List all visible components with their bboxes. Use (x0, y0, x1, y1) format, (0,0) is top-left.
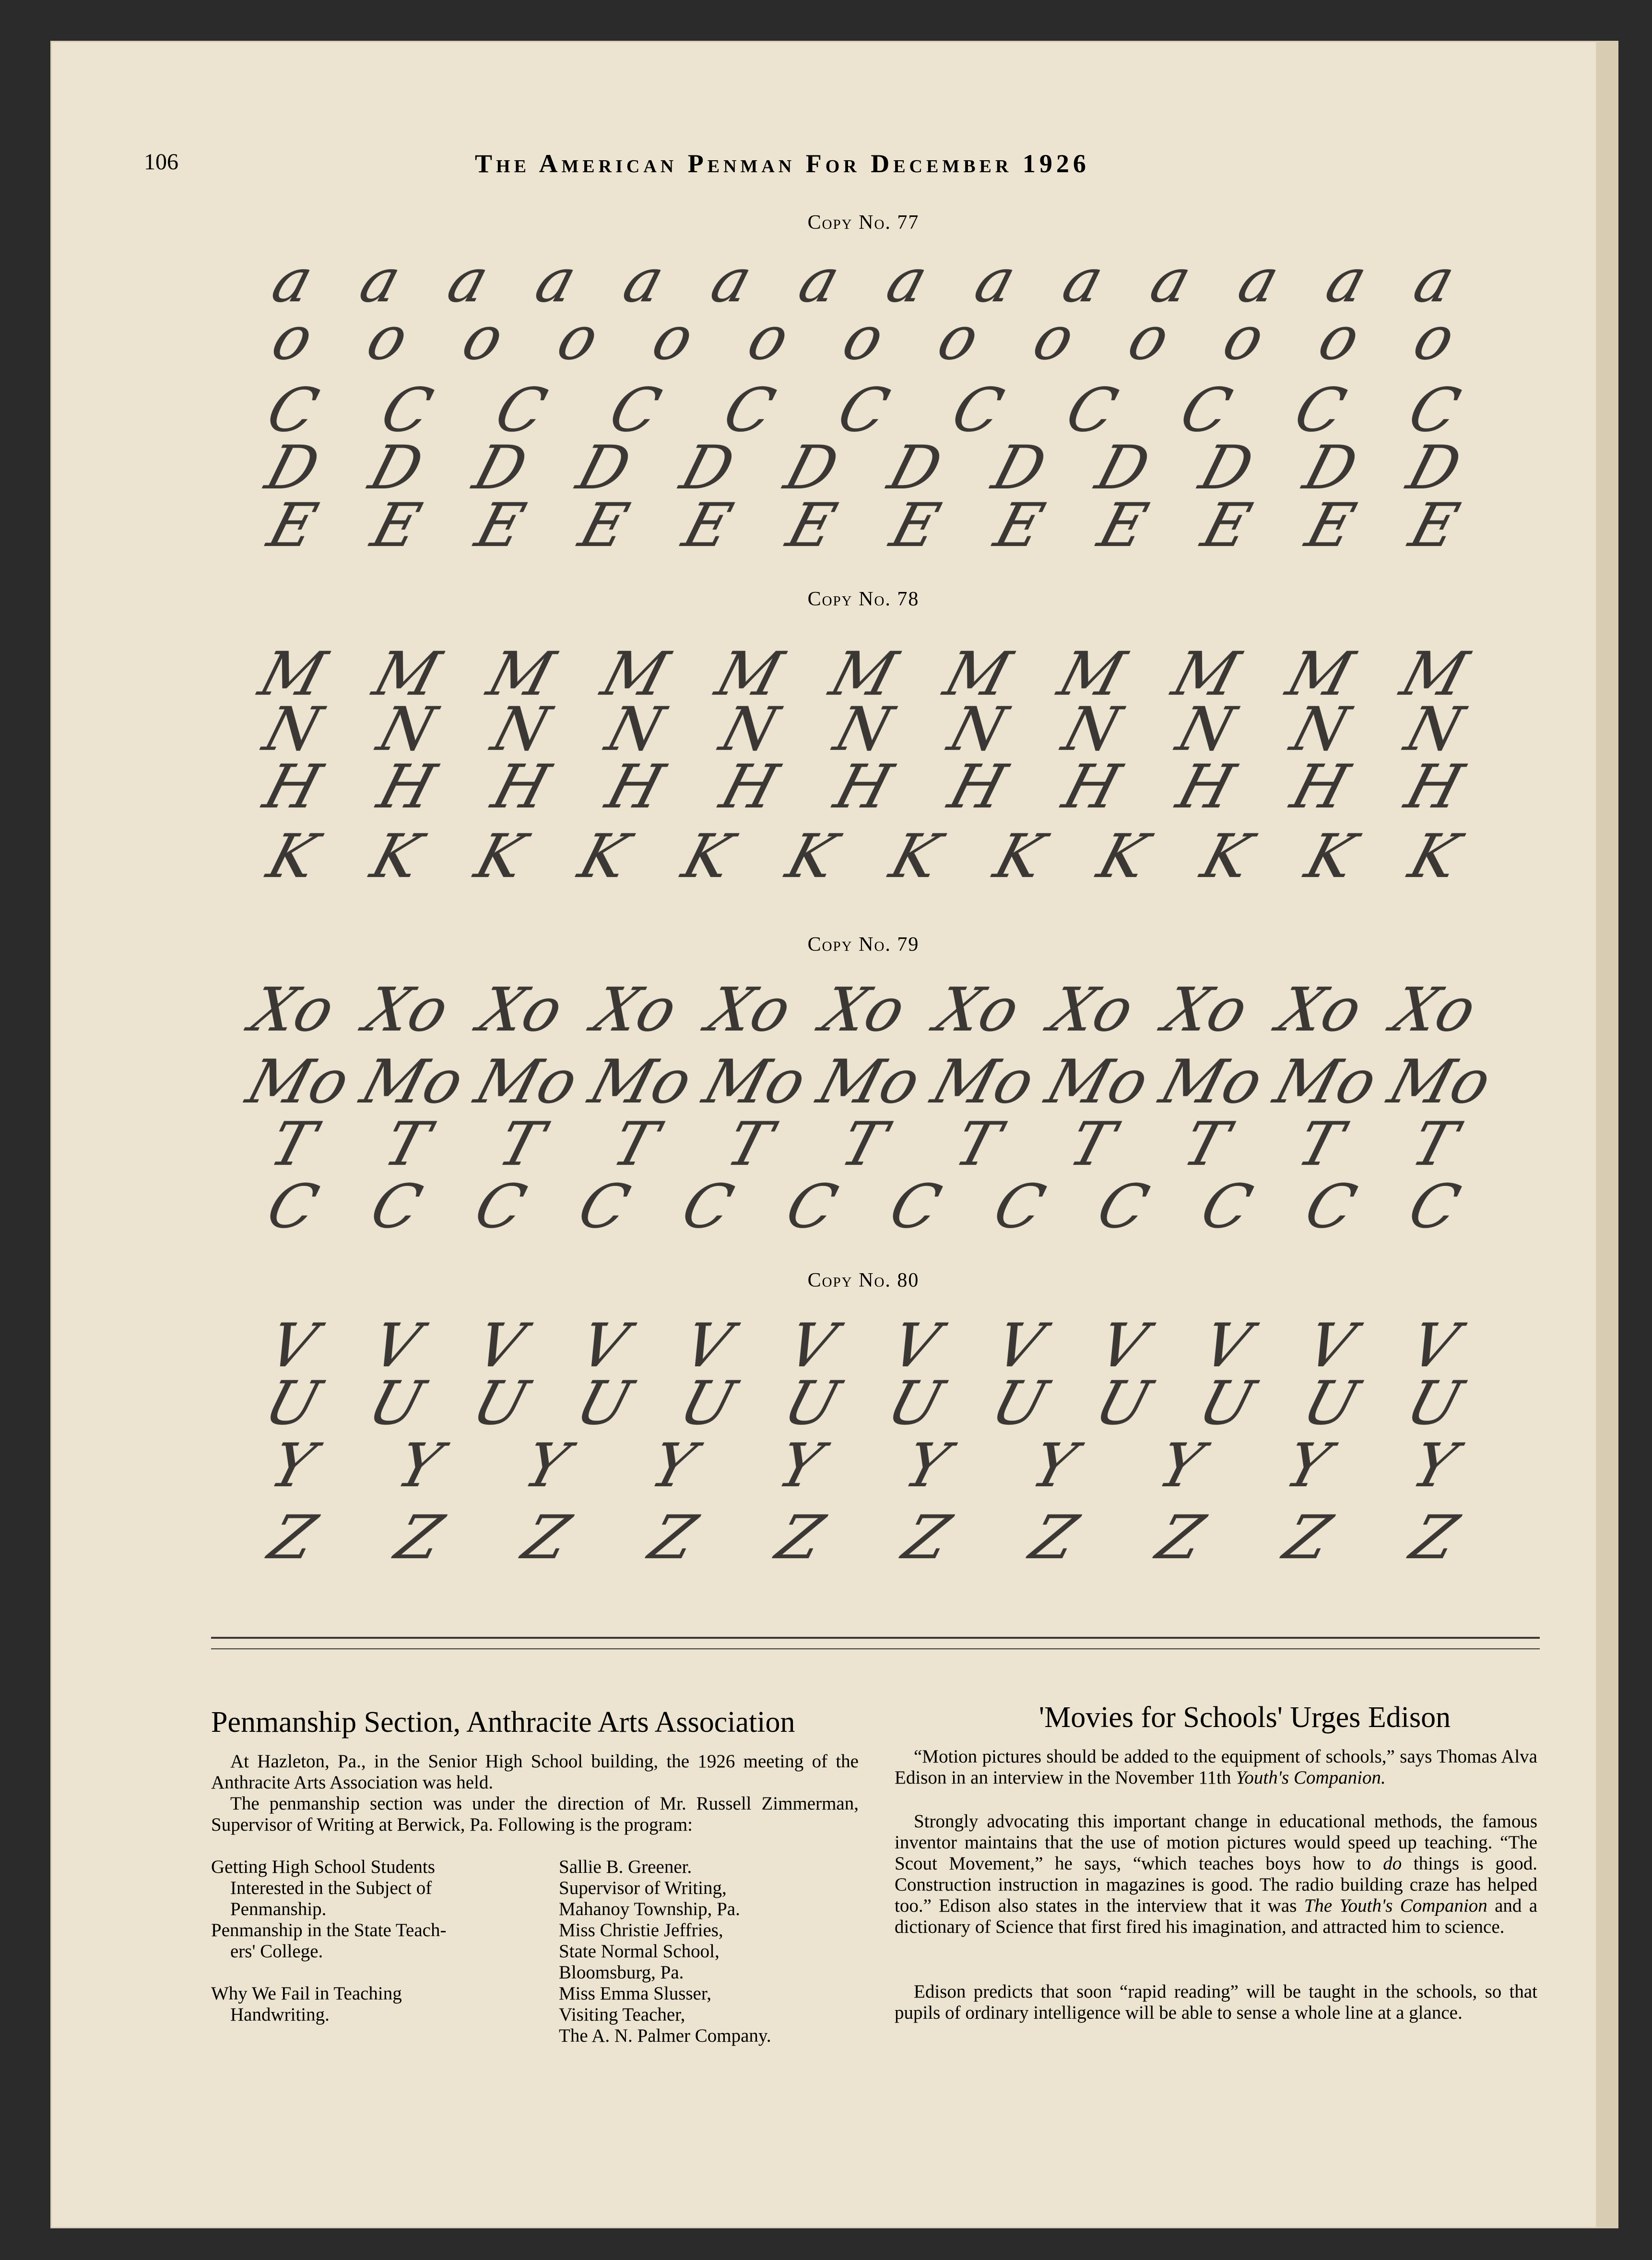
article-paragraph: At Hazleton, Pa., in the Senior High School building, the 1926 meeting of the Anthracite Arts Association was held. (211, 1751, 859, 1793)
script-letter-c: C (488, 375, 554, 445)
script-letter-y: Y (770, 1431, 830, 1501)
script-letter-y: Y (1151, 1431, 1211, 1501)
script-letter-n: N (256, 694, 329, 764)
script-letter-t: T (1404, 1109, 1464, 1179)
script-letter-u: U (465, 1368, 536, 1438)
script-letter-xo: Xo (472, 975, 570, 1045)
text-run: and a dictionary of Science that first fired his imagination, and attracted him to science. (895, 1895, 1538, 1937)
script-letter-z: Z (1149, 1503, 1212, 1573)
script-letter-c: C (1297, 1171, 1364, 1242)
copy-caption-77: Copy No. 77 (807, 212, 920, 234)
script-letter-c: C (882, 1171, 948, 1242)
script-letter-mo: Mo (924, 1047, 1042, 1117)
script-letter-u: U (1087, 1368, 1158, 1438)
script-letter-v: V (1298, 1311, 1362, 1381)
script-letter-v: V (1403, 1311, 1466, 1381)
script-letter-u: U (1295, 1368, 1366, 1438)
page-number: 106 (144, 149, 178, 175)
article-paragraph (895, 1811, 1537, 1938)
text-run: things is good. Construction instruction in magazines is good. The radio building craze has helped too.” Edison also states in the interview that it was (895, 1853, 1537, 1916)
script-letter-y: Y (1024, 1431, 1084, 1501)
script-letter-xo: Xo (1385, 975, 1484, 1045)
script-row (249, 1431, 1477, 1501)
script-letter-u: U (568, 1368, 639, 1438)
script-letter-mo: Mo (1153, 1047, 1271, 1117)
page-edge (1597, 41, 1618, 2228)
script-letter-xo: Xo (814, 975, 913, 1045)
script-letter-y: Y (643, 1431, 703, 1501)
script-letter-e: E (260, 490, 325, 560)
script-letter-d: D (1296, 433, 1365, 503)
script-row (249, 1109, 1477, 1179)
script-letter-u: U (1191, 1368, 1262, 1438)
divider-rule (211, 1637, 1540, 1639)
script-letter-c: C (779, 1171, 845, 1242)
script-letter-a: a (1406, 246, 1462, 316)
script-letter-a: a (1230, 246, 1286, 316)
script-letter-c: C (716, 375, 782, 445)
script-letter-v: V (365, 1311, 428, 1381)
script-letter-c: C (944, 375, 1011, 445)
script-letter-a: a (353, 246, 409, 316)
publication-title: The Youth's Companion (1304, 1895, 1487, 1916)
script-letter-t: T (947, 1109, 1008, 1179)
script-letter-y: Y (262, 1431, 323, 1501)
script-letter-o: o (740, 303, 797, 373)
script-letter-n: N (1055, 694, 1128, 764)
script-letter-m: M (1051, 639, 1133, 709)
script-letter-o: o (455, 303, 511, 373)
program-topic: Getting High School Students (211, 1857, 435, 1877)
script-letter-a: a (704, 246, 760, 316)
script-letter-mo: Mo (1267, 1047, 1385, 1117)
script-letter-o: o (550, 303, 606, 373)
script-letter-m: M (366, 639, 448, 709)
script-letter-h: H (370, 752, 443, 822)
program-topic: Why We Fail in Teaching (211, 1983, 402, 2004)
script-letter-t: T (377, 1109, 437, 1179)
publication-title: Youth's Companion. (1236, 1767, 1386, 1788)
script-letter-v: V (261, 1311, 324, 1381)
running-title: The American Penman For December 1926 (475, 149, 1090, 178)
script-letter-e: E (1402, 490, 1466, 560)
script-letter-o: o (359, 303, 416, 373)
script-row (249, 1368, 1477, 1438)
script-letter-m: M (708, 639, 790, 709)
script-letter-h: H (941, 752, 1014, 822)
script-letter-c: C (1090, 1171, 1156, 1242)
program-speaker: Mahanoy Township, Pa. (559, 1899, 740, 1919)
article-title-penmanship-section: Penmanship Section, Anthracite Arts Association (211, 1706, 795, 1739)
script-letter-m: M (252, 639, 333, 709)
program-speakers (559, 1857, 895, 2047)
script-letter-v: V (468, 1311, 532, 1381)
script-letter-a: a (791, 246, 848, 316)
script-letter-k: K (1090, 821, 1156, 891)
script-letter-u: U (257, 1368, 328, 1438)
emphasis: do (1383, 1853, 1402, 1874)
script-letter-n: N (370, 694, 443, 764)
script-letter-h: H (599, 752, 672, 822)
script-letter-a: a (264, 246, 321, 316)
script-letter-o: o (645, 303, 701, 373)
script-letter-e: E (572, 490, 636, 560)
program-speaker: Miss Christie Jeffries, (559, 1920, 723, 1941)
script-letter-c: C (363, 1171, 429, 1242)
script-letter-c: C (1401, 375, 1467, 445)
script-letter-u: U (672, 1368, 743, 1438)
script-letter-k: K (987, 821, 1051, 891)
script-letter-u: U (361, 1368, 432, 1438)
script-letter-mo: Mo (1038, 1047, 1156, 1117)
script-letter-xo: Xo (1271, 975, 1369, 1045)
script-letter-xo: Xo (1042, 975, 1141, 1045)
script-letter-y: Y (1277, 1431, 1337, 1501)
script-letter-z: Z (1023, 1503, 1085, 1573)
script-letter-v: V (676, 1311, 740, 1381)
script-row (249, 1171, 1477, 1242)
script-letter-d: D (1400, 433, 1468, 503)
script-letter-a: a (528, 246, 584, 316)
copy-caption-79: Copy No. 79 (807, 934, 920, 956)
script-letter-t: T (719, 1109, 779, 1179)
script-letter-xo: Xo (243, 975, 342, 1045)
script-letter-h: H (1398, 752, 1471, 822)
script-letter-c: C (674, 1171, 741, 1242)
script-letter-z: Z (1403, 1503, 1465, 1573)
script-letter-c: C (260, 375, 326, 445)
script-letter-c: C (986, 1171, 1052, 1242)
script-letter-mo: Mo (1381, 1047, 1499, 1117)
script-letter-c: C (1059, 375, 1125, 445)
script-letter-m: M (594, 639, 676, 709)
script-letter-n: N (1169, 694, 1242, 764)
script-letter-v: V (1091, 1311, 1155, 1381)
script-letter-e: E (1298, 490, 1363, 560)
program-speaker: Bloomsburg, Pa. (559, 1962, 684, 1983)
script-letter-z: Z (896, 1503, 958, 1573)
article-paragraph (895, 1746, 1537, 1788)
script-letter-c: C (1173, 375, 1239, 445)
script-letter-u: U (880, 1368, 951, 1438)
script-letter-z: Z (515, 1503, 578, 1573)
script-letter-k: K (1194, 821, 1259, 891)
script-letter-y: Y (516, 1431, 576, 1501)
script-letter-v: V (779, 1311, 843, 1381)
script-letter-v: V (987, 1311, 1051, 1381)
script-row (249, 303, 1477, 373)
script-letter-k: K (260, 821, 325, 891)
script-letter-o: o (930, 303, 987, 373)
program-speaker: State Normal School, (559, 1941, 720, 1962)
script-letter-t: T (833, 1109, 894, 1179)
script-letter-a: a (616, 246, 672, 316)
script-letter-d: D (777, 433, 846, 503)
script-letter-c: C (467, 1171, 533, 1242)
script-letter-k: K (1402, 821, 1467, 891)
script-row (249, 1503, 1477, 1573)
script-letter-m: M (480, 639, 562, 709)
script-letter-n: N (1398, 694, 1471, 764)
script-letter-mo: Mo (239, 1047, 357, 1117)
script-letter-xo: Xo (357, 975, 456, 1045)
script-letter-mo: Mo (354, 1047, 472, 1117)
script-letter-d: D (881, 433, 950, 503)
script-letter-a: a (440, 246, 496, 316)
script-row (243, 975, 1484, 1045)
script-letter-c: C (260, 1171, 326, 1242)
script-letter-a: a (879, 246, 935, 316)
script-letter-e: E (883, 490, 947, 560)
script-row (249, 752, 1477, 822)
script-row (249, 821, 1477, 891)
script-letter-e: E (364, 490, 428, 560)
script-letter-d: D (1088, 433, 1157, 503)
script-letter-d: D (362, 433, 431, 503)
script-letter-t: T (262, 1109, 323, 1179)
script-letter-n: N (827, 694, 900, 764)
script-letter-o: o (264, 303, 321, 373)
script-letter-m: M (1393, 639, 1475, 709)
program-speaker: Sallie B. Greener. (559, 1857, 692, 1877)
script-letter-a: a (1318, 246, 1374, 316)
script-letter-z: Z (389, 1503, 450, 1573)
script-letter-k: K (468, 821, 533, 891)
script-letter-e: E (1091, 490, 1155, 560)
script-letter-e: E (468, 490, 532, 560)
script-letter-o: o (1215, 303, 1272, 373)
script-row (249, 694, 1477, 764)
script-letter-e: E (987, 490, 1051, 560)
program-topic: Penmanship. (230, 1899, 327, 1919)
script-letter-d: D (570, 433, 638, 503)
script-row (249, 246, 1477, 316)
program-topic: ers' College. (230, 1941, 323, 1962)
script-letter-k: K (571, 821, 637, 891)
text-run: “Motion pictures should be added to the equipment of schools,” says Thomas Alva Edison in an interview in the November 11th (895, 1746, 1537, 1788)
script-letter-o: o (1121, 303, 1177, 373)
script-row (249, 490, 1477, 560)
script-letter-o: o (1026, 303, 1082, 373)
script-letter-c: C (830, 375, 897, 445)
script-letter-a: a (1143, 246, 1199, 316)
script-letter-mo: Mo (468, 1047, 586, 1117)
copy-caption-78: Copy No. 78 (807, 588, 920, 610)
script-letter-h: H (1055, 752, 1128, 822)
script-letter-t: T (491, 1109, 551, 1179)
script-letter-c: C (571, 1171, 637, 1242)
script-letter-k: K (779, 821, 844, 891)
divider-rule-thin (211, 1648, 1540, 1649)
program-speaker: Supervisor of Writing, (559, 1878, 727, 1898)
program-speaker: Visiting Teacher, (559, 2004, 685, 2025)
script-letter-k: K (364, 821, 429, 891)
text-run: Strongly advocating this important change in educational methods, the famous inventor maintains that the use of motion pictures would speed up teaching. “The Scout Movement,” he says, “which teaches boys how to (895, 1811, 1537, 1874)
script-letter-d: D (259, 433, 327, 503)
script-letter-n: N (713, 694, 786, 764)
script-letter-h: H (827, 752, 900, 822)
script-letter-h: H (1284, 752, 1357, 822)
script-letter-y: Y (389, 1431, 449, 1501)
script-letter-m: M (823, 639, 904, 709)
script-letter-d: D (1192, 433, 1261, 503)
script-letter-c: C (1401, 1171, 1467, 1242)
script-row (249, 375, 1477, 445)
script-letter-n: N (599, 694, 672, 764)
program-topic: Penmanship in the State Teach- (211, 1920, 447, 1941)
script-letter-k: K (675, 821, 740, 891)
script-row (249, 433, 1477, 503)
program-topic: Handwriting. (230, 2004, 330, 2025)
script-letter-c: C (1193, 1171, 1260, 1242)
script-letter-k: K (883, 821, 948, 891)
script-letter-c: C (374, 375, 440, 445)
script-letter-m: M (1279, 639, 1361, 709)
script-letter-v: V (1195, 1311, 1259, 1381)
script-letter-e: E (779, 490, 844, 560)
script-letter-h: H (713, 752, 786, 822)
copy-caption-80: Copy No. 80 (807, 1269, 920, 1291)
script-letter-t: T (1176, 1109, 1236, 1179)
article-paragraph: Edison predicts that soon “rapid reading” will be taught in the schools, so that pupils of ordinary intelligence will be able to sense a whole line at a glance. (895, 1981, 1537, 2023)
script-letter-z: Z (769, 1503, 831, 1573)
script-letter-z: Z (261, 1503, 324, 1573)
script-letter-v: V (884, 1311, 947, 1381)
script-row (239, 1047, 1499, 1117)
script-letter-h: H (484, 752, 557, 822)
script-letter-n: N (941, 694, 1014, 764)
script-letter-v: V (572, 1311, 636, 1381)
script-letter-n: N (484, 694, 557, 764)
script-letter-h: H (256, 752, 329, 822)
script-letter-d: D (466, 433, 534, 503)
script-letter-xo: Xo (586, 975, 684, 1045)
script-letter-o: o (835, 303, 892, 373)
script-letter-d: D (673, 433, 742, 503)
script-letter-c: C (602, 375, 668, 445)
program-speaker: The A. N. Palmer Company. (559, 2025, 771, 2046)
script-letter-z: Z (642, 1503, 704, 1573)
article-paragraph: The penmanship section was under the direction of Mr. Russell Zimmerman, Supervisor of Writing at Berwick, Pa. Following is the program: (211, 1793, 859, 1835)
script-letter-t: T (1290, 1109, 1350, 1179)
script-letter-t: T (1062, 1109, 1122, 1179)
script-letter-xo: Xo (700, 975, 799, 1045)
script-letter-z: Z (1276, 1503, 1338, 1573)
script-row (249, 1311, 1477, 1381)
program-topic: Interested in the Subject of (230, 1878, 432, 1898)
script-letter-e: E (676, 490, 740, 560)
script-letter-n: N (1284, 694, 1357, 764)
script-letter-c: C (1287, 375, 1353, 445)
script-letter-h: H (1169, 752, 1242, 822)
script-letter-k: K (1298, 821, 1363, 891)
script-letter-m: M (937, 639, 1018, 709)
script-letter-u: U (1399, 1368, 1470, 1438)
script-letter-y: Y (897, 1431, 957, 1501)
script-letter-o: o (1311, 303, 1368, 373)
script-letter-d: D (985, 433, 1053, 503)
script-letter-a: a (967, 246, 1023, 316)
script-letter-m: M (1165, 639, 1247, 709)
page-header (144, 149, 1439, 182)
program-speaker: Miss Emma Slusser, (559, 1983, 712, 2004)
script-letter-u: U (984, 1368, 1054, 1438)
program-topics (211, 1857, 547, 2025)
script-letter-xo: Xo (928, 975, 1027, 1045)
script-letter-mo: Mo (582, 1047, 700, 1117)
script-letter-o: o (1406, 303, 1463, 373)
script-letter-y: Y (1404, 1431, 1464, 1501)
script-letter-t: T (605, 1109, 665, 1179)
script-letter-u: U (776, 1368, 847, 1438)
script-letter-e: E (1194, 490, 1259, 560)
script-letter-mo: Mo (810, 1047, 928, 1117)
article-title-movies-for-schools: 'Movies for Schools' Urges Edison (1038, 1701, 1451, 1734)
script-letter-a: a (1055, 246, 1111, 316)
script-letter-mo: Mo (696, 1047, 814, 1117)
script-letter-xo: Xo (1156, 975, 1255, 1045)
